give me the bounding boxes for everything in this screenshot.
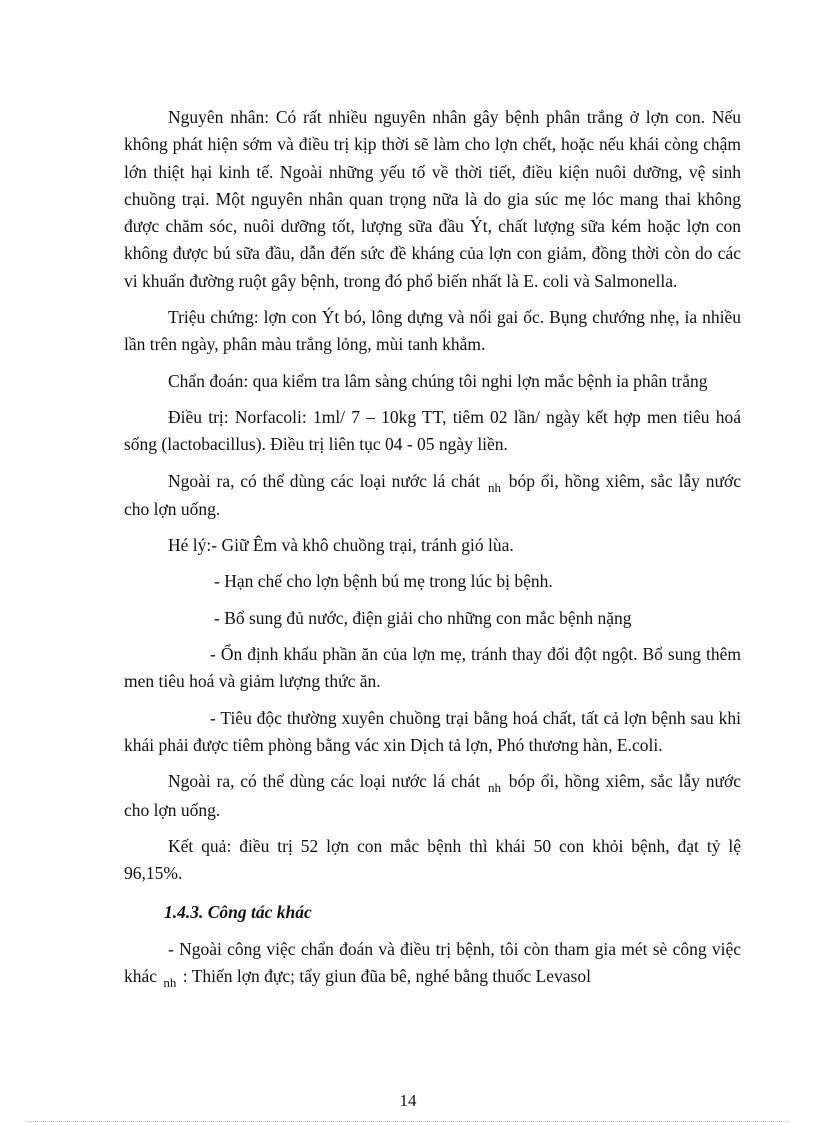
care-bullet-2: - Bổ sung đủ nước, điện giải cho những con mắc bệnh nặng: [214, 607, 632, 628]
paragraph-other-work: [124, 936, 741, 992]
additional-1-text-end: bóp ổi, hồng xiêm, sắc lẫy nước cho lợn uống.: [124, 470, 742, 519]
footer-divider: [28, 1121, 788, 1122]
paragraph-treatment: Điều trị: Norfacoli: 1ml/ 7 – 10kg TT, tiêm 02 lần/ ngày kết hợp men tiêu hoá sống (lactobacillus). Điều trị liên tục 04 - 05 ngày liền.: [124, 406, 741, 455]
other-work-text-end: : Thiến lợn đực; tẩy giun đũa bê, nghé bằng thuốc Levasol: [182, 966, 591, 987]
other-work-subscript: nh: [163, 975, 177, 991]
additional-2-text-start: Ngoài ra, có thể dùng các loại nước lá chát: [168, 771, 481, 792]
additional-2-subscript: nh: [487, 780, 501, 796]
paragraph-care-intro: Hé lý:- Giữ Êm và khô chuồng trại, tránh gió lùa.: [168, 535, 514, 556]
additional-2-text-end: bóp ổi, hồng xiêm, sắc lẫy nước cho lợn uống.: [124, 771, 742, 820]
additional-1-subscript: nh: [487, 479, 501, 495]
paragraph-additional-1: [124, 468, 741, 524]
other-work-text-start: - Ngoài công việc chẩn đoán và điều trị bệnh, tôi còn tham gia mét sè công việc khác: [124, 938, 741, 987]
additional-1-text-start: Ngoài ra, có thể dùng các loại nước lá chát: [168, 470, 481, 491]
paragraph-cause: Nguyên nhân: Có rất nhiều nguyên nhân gây bệnh phân trắng ở lợn con. Nếu không phát hiện sớm và điều trị kịp thời sẽ làm cho lợn chết, hoặc nếu khái còng chậm lớn thiệt hại kinh tế. Ngoài những yếu tố về thời tiết, điều kiện nuôi dưỡng, vệ sinh chuồng trại. Một nguyên nhân quan trọng nữa là do gia súc mẹ lóc mang thai không được chăm sóc, nuôi dưỡng tốt, lượng sữa đầu Ýt, chất lượng sữa kém hoặc lợn con không được bú sữa đầu, dẫn đến sức đề kháng của lợn con giảm, đồng thời còn do các vi khuẩn đường ruột gây bệnh, trong đó phổ biến nhất là E. coli và Salmonella.: [124, 107, 741, 291]
page-number: 14: [399, 1091, 417, 1110]
care-bullet-4: - Tiêu độc thường xuyên chuồng trại bằng hoá chất, tất cả lợn bệnh sau khi khái phải được tiêm phòng bằng vác xin Dịch tả lợn, Phó thương hàn, E.coli.: [124, 707, 741, 755]
care-bullet-3: - Ổn định khẩu phần ăn của lợn mẹ, tránh thay đổi đột ngột. Bổ sung thêm men tiêu hoá và giảm lượng thức ăn.: [124, 644, 741, 692]
body-text: [124, 104, 741, 991]
paragraph-symptoms: Triệu chứng: lợn con Ýt bó, lông dựng và nổi gai ốc. Bụng chướng nhẹ, ỉa nhiều lần trên ngày, phân màu trắng lỏng, mùi tanh khẳm.: [124, 307, 741, 355]
paragraph-diagnosis: Chẩn đoán: qua kiểm tra lâm sàng chúng tôi nghi lợn mắc bệnh ỉa phân trắng: [168, 370, 708, 391]
paragraph-result: Kết quả: điều trị 52 lợn con mắc bệnh thì khái 50 con khỏi bệnh, đạt tỷ lệ 96,15%.: [124, 835, 741, 884]
care-bullet-1: - Hạn chế cho lợn bệnh bú mẹ trong lúc bị bệnh.: [214, 571, 553, 592]
paragraph-additional-2: [124, 768, 741, 824]
section-heading: 1.4.3. Công tác khác: [164, 902, 312, 923]
